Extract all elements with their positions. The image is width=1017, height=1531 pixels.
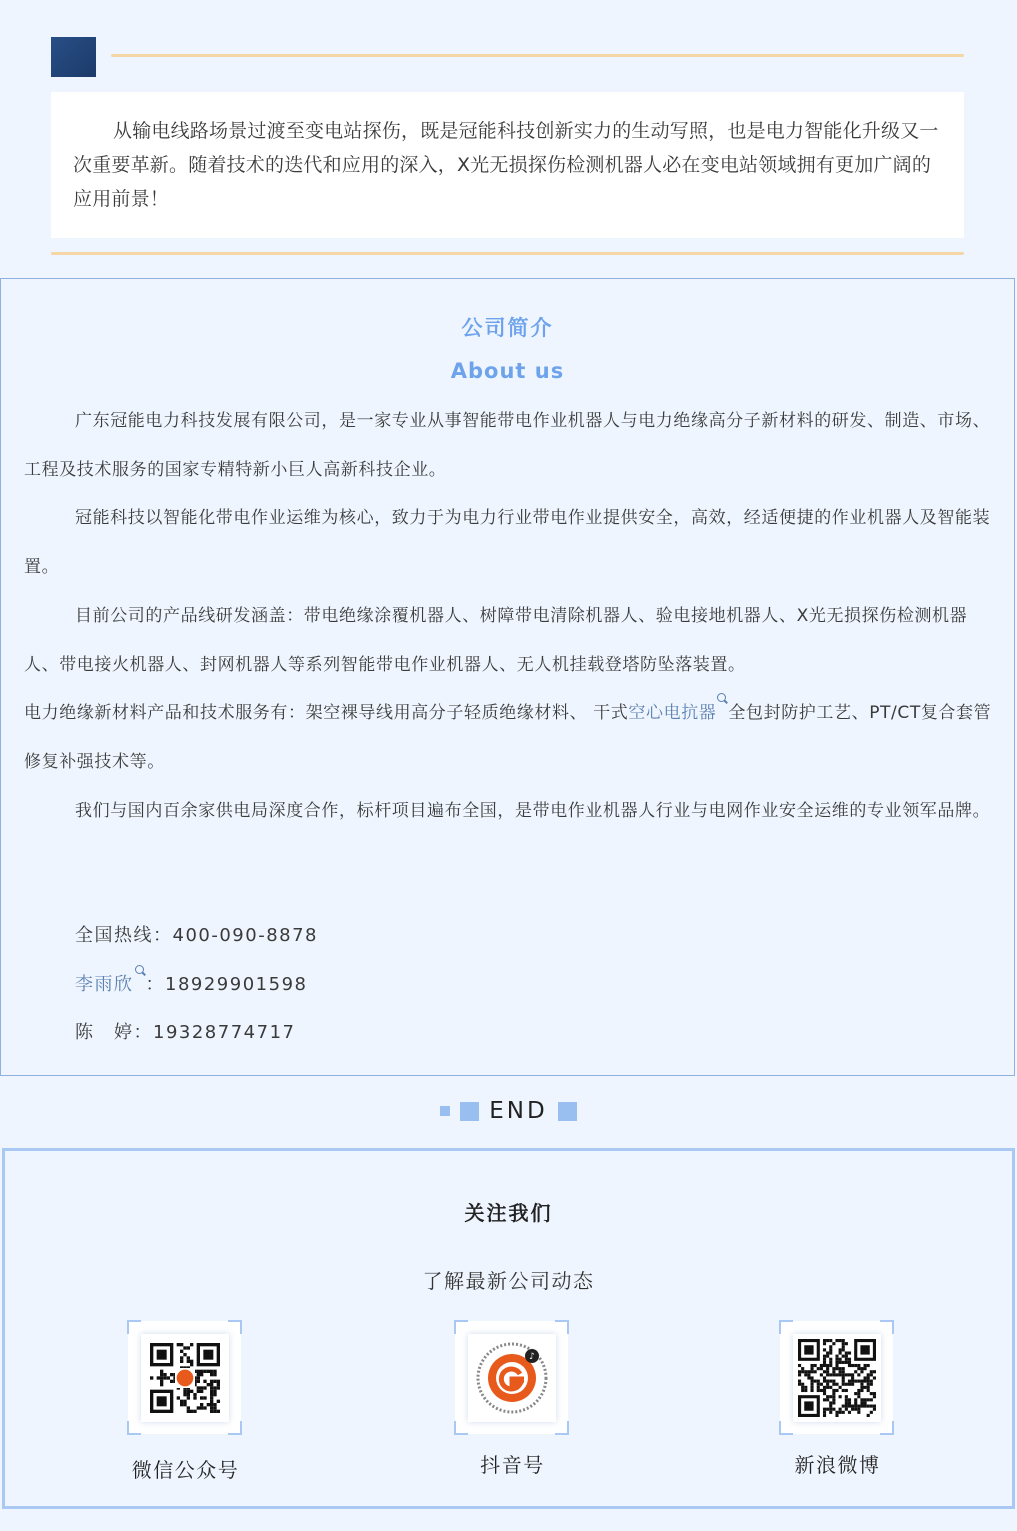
- company-title-en: About us: [450, 359, 565, 383]
- douyin-qr-code-icon[interactable]: [468, 1334, 556, 1422]
- company-paragraph-5: 我们与国内百余家供电局深度合作，标杆项目遍布全国，是带电作业机器人行业与电网作业安全运维的专业领军品牌。: [75, 800, 991, 821]
- intro-box: [51, 92, 964, 238]
- weibo-qr-code-icon[interactable]: [793, 1334, 881, 1422]
- follow-subtitle: 了解最新公司动态: [422, 1269, 595, 1293]
- qr-block-douyin: [455, 1321, 570, 1477]
- company-paragraph-4: [24, 689, 992, 786]
- decor-square-big: [558, 1102, 577, 1121]
- contact-1-phone: ：18929901598: [145, 973, 308, 995]
- hotline: 全国热线：400-090-8878: [75, 925, 319, 946]
- company-title-cn: 公司简介: [461, 316, 554, 340]
- end-divider: [0, 1097, 1017, 1125]
- paragraph-4-after: 全包封防护工艺、PT/CT复合套管修复补强技术等。: [24, 703, 992, 772]
- qr-label-douyin: 抖音号: [480, 1453, 545, 1477]
- company-section: [0, 278, 1015, 1076]
- follow-section: [2, 1148, 1015, 1509]
- keyword-link-reactor[interactable]: 空心电抗器: [628, 703, 717, 724]
- qr-frame: [455, 1321, 568, 1434]
- decor-square-big: [460, 1102, 479, 1121]
- decor-square-small: [440, 1106, 450, 1116]
- follow-title: 关注我们: [464, 1201, 553, 1225]
- qr-label-weibo: 新浪微博: [794, 1453, 881, 1477]
- wechat-qr-code-icon[interactable]: [141, 1334, 229, 1422]
- paragraph-4-before: 电力绝缘新材料产品和技术服务有：架空裸导线用高分子轻质绝缘材料、 干式: [24, 703, 629, 724]
- decor-square: [51, 37, 96, 77]
- qr-label-wechat: 微信公众号: [131, 1458, 240, 1482]
- qr-block-wechat: [128, 1321, 243, 1482]
- contact-1: [75, 961, 318, 1010]
- search-icon[interactable]: [716, 693, 728, 705]
- contact-info: [75, 912, 318, 1058]
- decor-line-top: [111, 54, 964, 57]
- company-paragraph-2: 冠能科技以智能化带电作业运维为核心，致力于为电力行业带电作业提供安全，高效，经适便捷的作业机器人及智能装置。: [24, 508, 991, 578]
- search-icon[interactable]: [134, 965, 146, 977]
- intro-text: 从输电线路场景过渡至变电站探伤，既是冠能科技创新实力的生动写照，也是电力智能化升级又一次重要革新。随着技术的迭代和应用的深入，X光无损探伤检测机器人必在变电站领域拥有更加广阔的应用前景！: [73, 120, 939, 210]
- contact-2: 陈 婷：19328774717: [75, 1022, 296, 1043]
- decor-line-bottom: [51, 252, 964, 255]
- end-text: END: [489, 1098, 548, 1124]
- company-body: [24, 397, 992, 835]
- keyword-link-contact[interactable]: 李雨欣: [75, 973, 134, 995]
- company-paragraph-3: 目前公司的产品线研发涵盖：带电绝缘涂覆机器人、树障带电清除机器人、验电接地机器人、X光无损探伤检测机器人、带电接火机器人、封网机器人等系列智能带电作业机器人、无人机挂载登塔防坠落装置。: [24, 605, 968, 675]
- qr-block-weibo: [780, 1321, 895, 1477]
- svg-text:♪: ♪: [528, 1351, 535, 1362]
- company-paragraph-1: 广东冠能电力科技发展有限公司，是一家专业从事智能带电作业机器人与电力绝缘高分子新材料的研发、制造、市场、工程及技术服务的国家专精特新小巨人高新科技企业。: [24, 411, 991, 480]
- qr-frame: [128, 1321, 241, 1434]
- qr-frame: [780, 1321, 893, 1434]
